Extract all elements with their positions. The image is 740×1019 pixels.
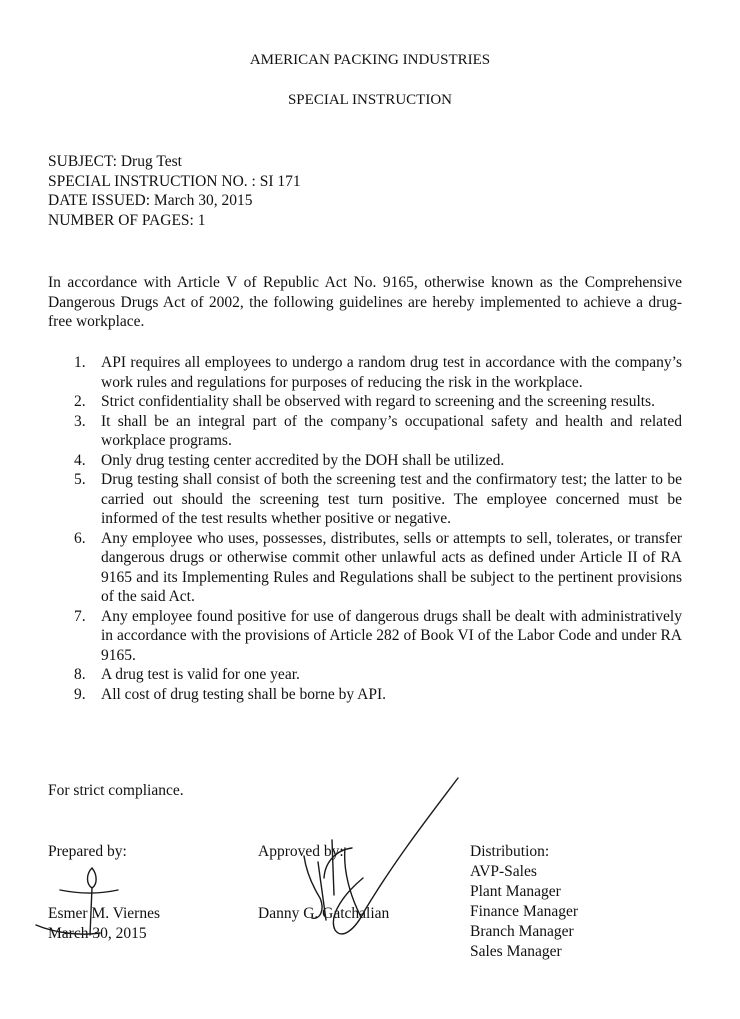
list-item [48, 470, 682, 529]
intro-paragraph: In accordance with Article V of Republic Act No. 9165, otherwise known as the Comprehensive Dangerous Drugs Act of 2002, the following guidelines are hereby implemented to achieve a drug-free workplace. [48, 274, 682, 330]
closing-line: For strict compliance. [48, 782, 184, 799]
item-text: Strict confidentiality shall be observed with regard to screening and the screening results. [101, 393, 655, 410]
list-item [48, 392, 682, 412]
item-text: All cost of drug testing shall be borne by API. [101, 685, 386, 703]
item-number: 4. [74, 451, 86, 469]
item-number: 3. [74, 412, 86, 430]
document-type: SPECIAL INSTRUCTION [287, 92, 453, 108]
list-item [48, 353, 682, 392]
item-number: 6. [74, 529, 86, 547]
approved-by-label: Approved by: [258, 843, 344, 860]
item-text: It shall be an integral part of the company’s occupational safety and health and related workplace programs. [101, 412, 682, 449]
date-issued-line: DATE ISSUED: March 30, 2015 [48, 192, 253, 209]
guidelines-list [48, 353, 682, 704]
item-text: Any employee who uses, possesses, distributes, sells or attempts to sell, tolerates, or transfer dangerous drugs or otherwise commit other unlawful acts as defined under Article II of RA 9165 and its Implementing Rules and Regulations shall be subject to the pertinent provisions of the said Act. [101, 529, 682, 605]
company-name: AMERICAN PACKING INDUSTRIES [249, 52, 491, 68]
item-text: Only drug testing center accredited by the DOH shall be utilized. [101, 451, 505, 469]
list-item [48, 451, 682, 471]
item-number: 5. [74, 471, 86, 488]
approved-by-name: Danny G. Gatchalian [258, 905, 390, 922]
item-text: Any employee found positive for use of dangerous drugs shall be dealt with administratively in accordance with the provisions of Article 282 of Book VI of the Labor Code and under RA 9165. [101, 607, 682, 664]
distribution-label: Distribution: [470, 843, 550, 860]
distribution-item: Plant Manager [470, 883, 561, 900]
item-number: 1. [74, 354, 86, 371]
list-item [48, 529, 682, 607]
item-number: 8. [74, 666, 86, 683]
distribution-item: Finance Manager [470, 903, 579, 920]
list-item [48, 665, 682, 685]
prepared-by-date: March 30, 2015 [48, 925, 147, 942]
item-text: API requires all employees to undergo a random drug test in accordance with the company’s work rules and regulations for purposes of reducing the risk in the workplace. [101, 354, 682, 391]
prepared-by-block [48, 904, 160, 944]
si-number-line: SPECIAL INSTRUCTION NO. : SI 171 [48, 172, 301, 190]
item-text: A drug test is valid for one year. [101, 666, 300, 683]
subject-line: SUBJECT: Drug Test [48, 153, 182, 170]
item-number: 9. [74, 685, 86, 703]
item-number: 7. [74, 607, 86, 625]
distribution-block [470, 842, 578, 962]
distribution-item: Sales Manager [470, 943, 562, 960]
item-text: Drug testing shall consist of both the screening test and the confirmatory test; the latter to be carried out should the screening test turn positive. The employee concerned must be informed of the test results whether positive or negative. [101, 471, 682, 527]
prepared-by-name: Esmer M. Viernes [48, 905, 160, 922]
distribution-item: AVP-Sales [470, 863, 537, 880]
distribution-item: Branch Manager [470, 923, 574, 940]
item-number: 2. [74, 393, 86, 410]
list-item [48, 685, 682, 705]
document-meta [48, 152, 301, 230]
list-item [48, 607, 682, 666]
pages-line: NUMBER OF PAGES: 1 [48, 211, 206, 229]
prepared-by-label: Prepared by: [48, 843, 127, 860]
list-item [48, 412, 682, 451]
